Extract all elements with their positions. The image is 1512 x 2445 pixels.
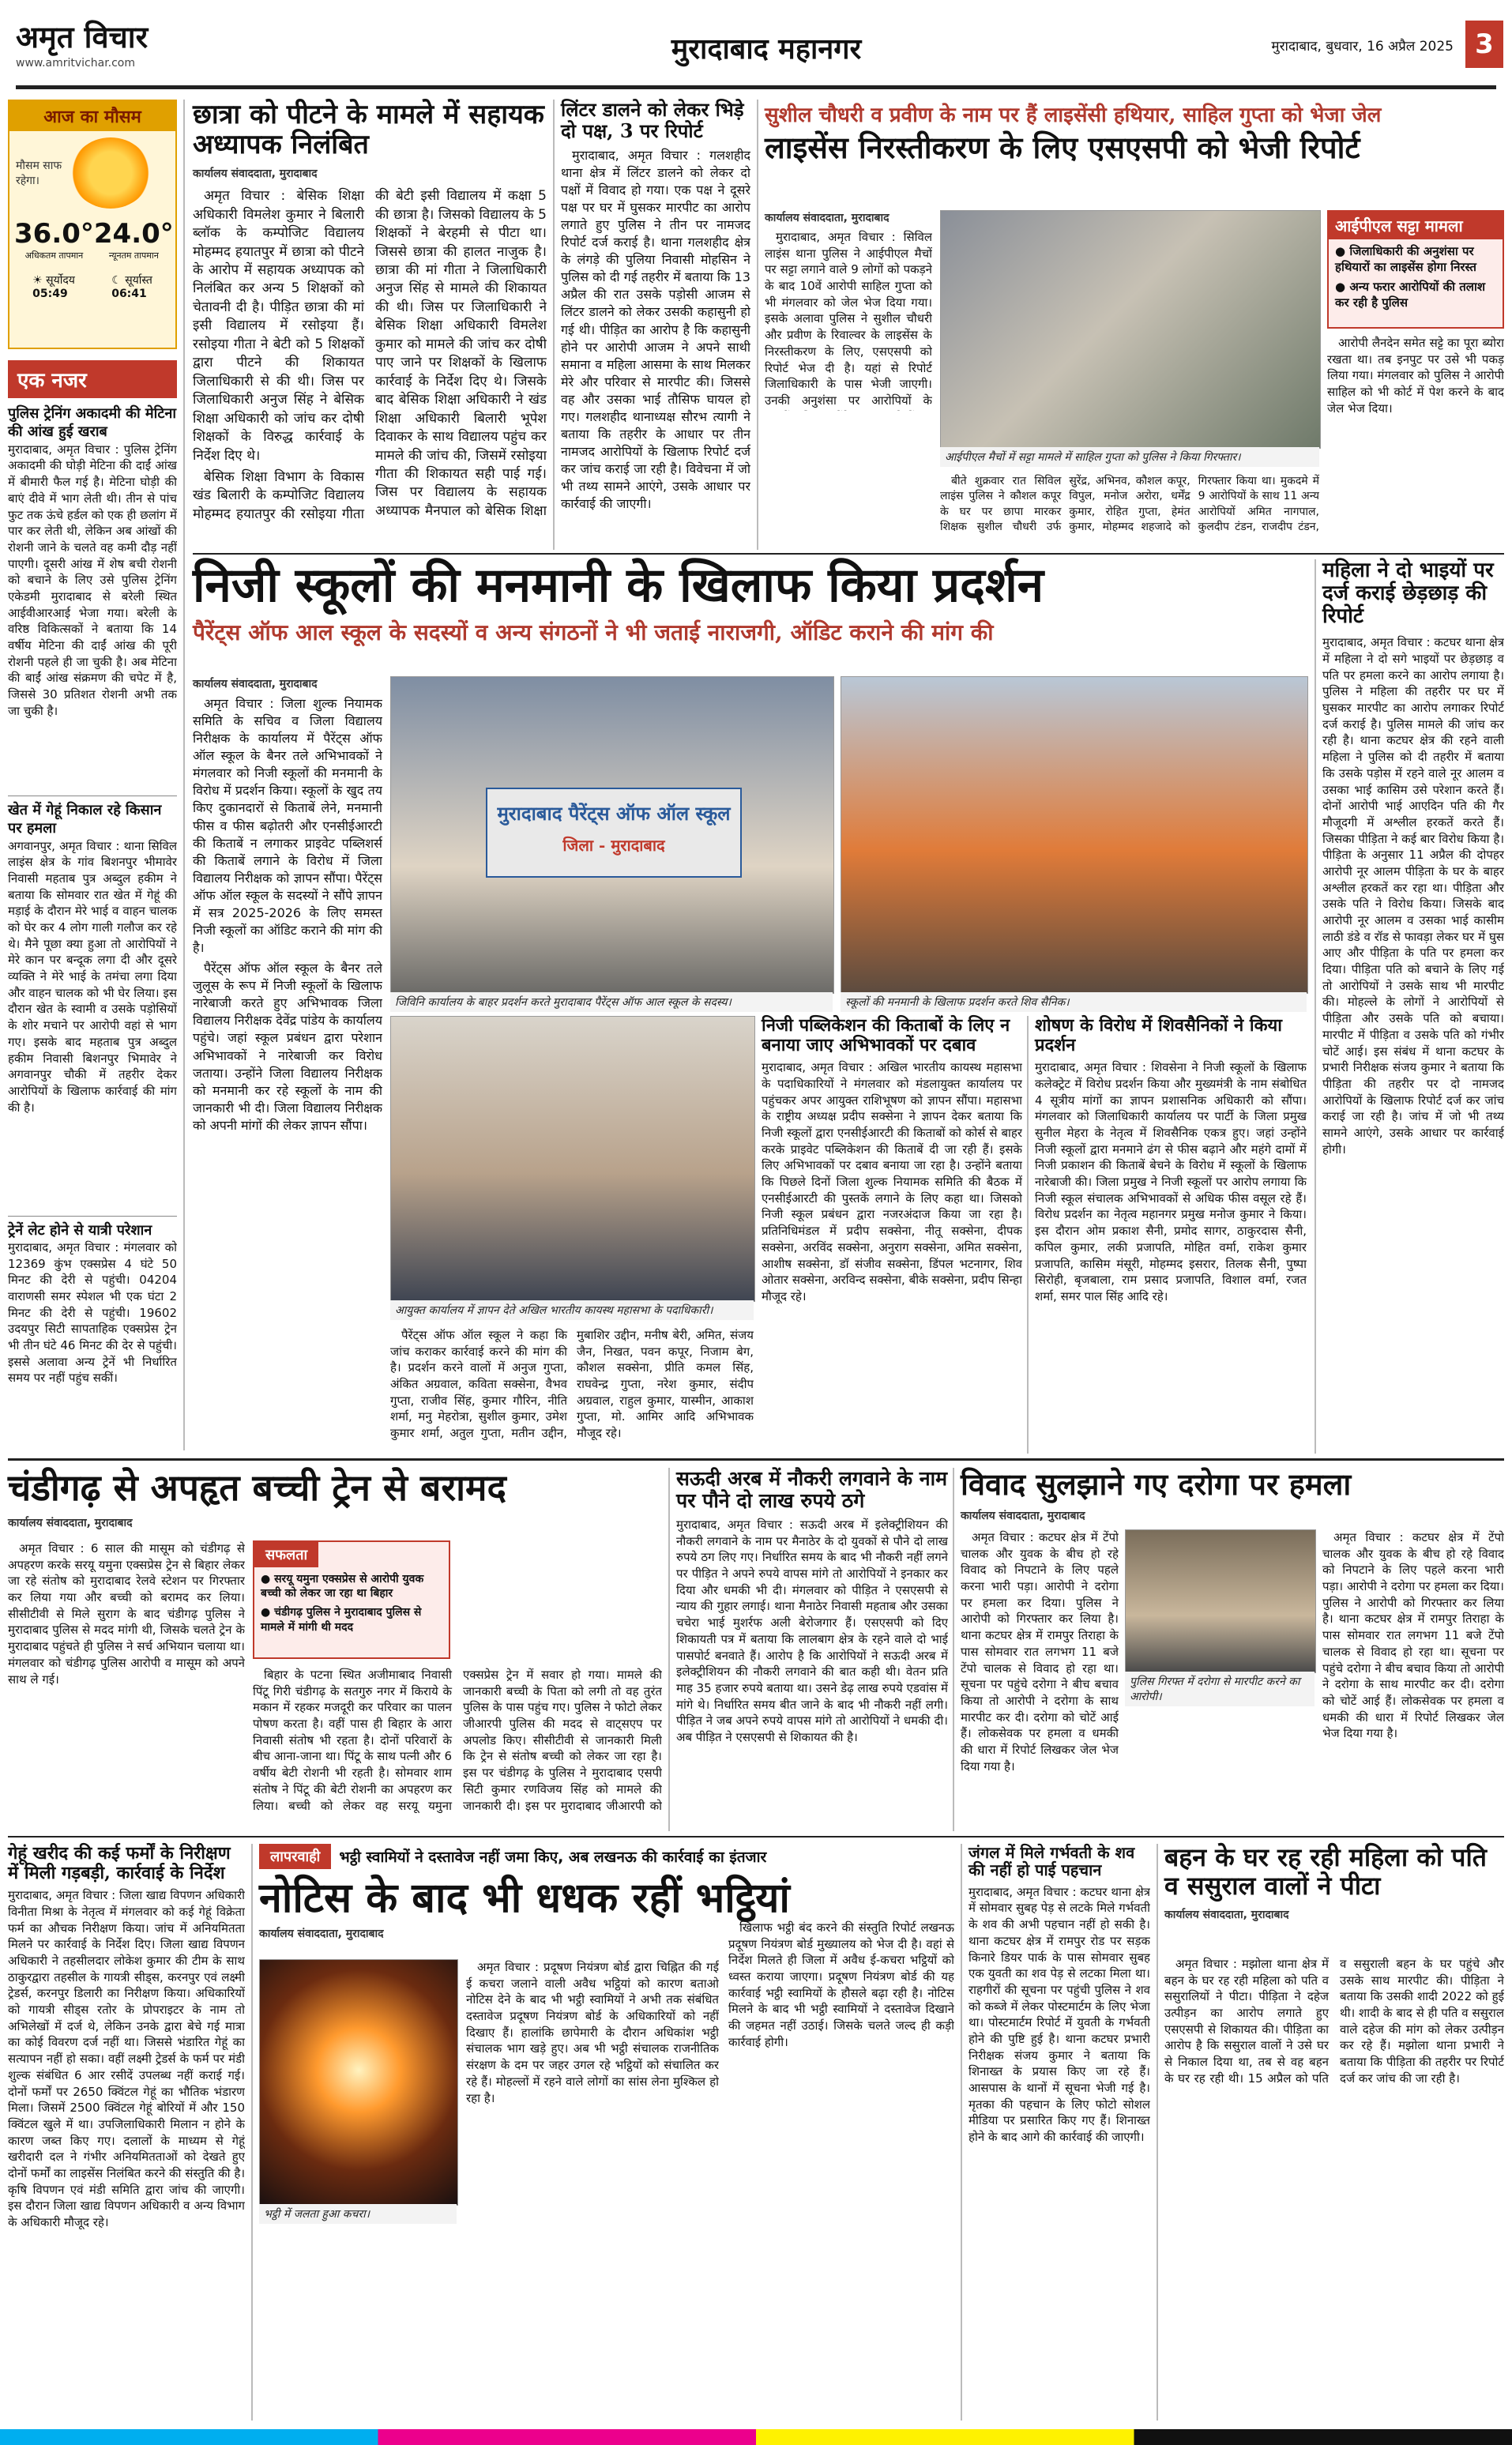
sunrise-label: सूर्योदय — [46, 274, 75, 287]
sun-icon — [71, 137, 150, 209]
story-suspension — [193, 100, 547, 550]
success-bullet-text: चंडीगढ़ पुलिस ने मुरादाबाद पुलिस से मामले में मांगी थी मदद — [261, 1606, 422, 1634]
max-temp-label: अधिकतम तापमान — [24, 250, 84, 261]
story-kicker: सुशील चौधरी व प्रवीण के नाम पर हैं लाइसेंसी हथियार, साहिल गुप्ता को भेजा जेल — [765, 103, 1382, 127]
story-daroga — [961, 1468, 1504, 1523]
column-divider — [251, 1844, 253, 2421]
lead-body — [390, 1327, 754, 1454]
dateline: मुरादाबाद, बुधवार, 16 अप्रैल 2025 — [1271, 39, 1454, 55]
story-byline: कार्यालय संवाददाता, मुरादाबाद — [8, 1516, 133, 1529]
story-headline: जंगल में मिले गर्भवती के शव की नहीं हो पाई पहचान — [969, 1843, 1135, 1880]
success-bullet: ● चंडीगढ़ पुलिस ने मुरादाबाद पुलिस से मामले में मांगी थी मदद — [261, 1606, 422, 1634]
story-body — [765, 229, 932, 411]
story-paragraph: बेसिक शिक्षा विभाग के विकास खंड बिलारी के कम्पोजिट विद्यालय मोहम्मद हयातपुर की रसोइया गीता की बेटी इसी विद्यालय में कक्षा 5 की छात्रा है। जिसको विद्यालय के 5 शिक्षकों ने बेरहमी से पीटा था। जिससे छात्रा की हालत नाजुक है। छात्रा की मां गीता ने जिलाधिकारी अनुज सिंह से मामले की शिकायत की थी। जिस पर जिलाधिकारी ने बेसिक शिक्षा अधिकारी विमलेश कुमार को मामले की जांच कर दोषी पाए जाने पर शिक्षकों के खिलाफ कार्रवाई के निर्देश दिए थे। जिसके बाद बेसिक शिक्षा अधिकारी ने खंड शिक्षा अधिकारी बिलारी भूपेश दिवाकर के साथ विद्यालय पहुंच कर मामले की जांच की, जिसमें रसोइया गीता की शिकायत सही पाई गई। जिस पर विद्यालय के सहायक अध्यापक मैनपाल को बेसिक शिक्षा — [193, 188, 547, 522]
sunrise-icon: ☀ — [32, 274, 43, 287]
story-paragraph: अमृत विचार : 6 साल की मासूम को चंडीगढ़ से अपहरण करके सरयू यमुना एक्सप्रेस ट्रेन से बिहार लेकर जा रहे संतोष को मुरादाबाद रेलवे स्टेशन पर गिरफ्तार कर लिया गया और बच्ची को बरामद कर लिया। सीसीटीवी से मिले सुराग के बाद चंडीगढ़ पुलिस ने मुरादाबाद पुलिस से मदद मांगी थी, जिसके चलते ट्रेन के मुरादाबाद पहुंचते ही पुलिस ने सर्च अभियान चलाया था। मंगलवार को चंडीगढ़ पुलिस आरोपी व मासूम को अपने साथ ले गई। — [8, 1541, 245, 1687]
weather-title: आज का मौसम — [9, 101, 175, 131]
story-kicker: भट्ठी स्वामियों ने दस्तावेज नहीं जमा किए, अब लखनऊ की कार्रवाई का इंतजार — [339, 1849, 767, 1866]
story-shivsena — [1035, 1016, 1307, 1454]
story-linter — [561, 100, 750, 550]
sunset-time: 06:41 — [111, 288, 147, 300]
ek-nazar-text: मुरादाबाद, अमृत विचार : पुलिस ट्रेनिंग अकादमी की घोड़ी मेटिना की दाईं आंख में बीमारी फैल गई है। मेटिना घोड़ी की बाएं दीवे में भाग लेती थी। तीन से पांच फुट तक ऊंचे हर्डल को एक ही छलांग में पार कर लेती थी, लेकिन अब आंखों की रोशनी जाने के चलते वह कमी दौड़ नहीं पाएगी। दूसरी आंख में शेष बची रोशनी को बचाने के लिए उसे पुलिस ट्रेनिंग एकेडमी मुरादाबाद से बरेली स्थित आईवीआरआई भेजा गया। बरेली के वरिष्ठ विकित्सकों ने बताया कि 14 वर्षीय मेटिना की दाईं आंख की पूरी रोशनी पहले ही जा चुकी है। अब मेटिना की बाईं आंख संक्रमण की चपेट में है, जिससे 30 प्रतिशत रोशनी अभी तक जा चुकी है। — [8, 442, 177, 718]
success-box-title: सफलता — [254, 1542, 318, 1567]
story-headline: गेहूं खरीद की कई फर्मों के निरीक्षण में मिली गड़बड़ी, कार्रवाई के निर्देश — [8, 1843, 231, 1883]
story-body — [728, 1920, 954, 2417]
ipl-bullet-text: जिलाधिकारी की अनुशंसा पर हथियारों का लाइसेंस होगा निरस्त — [1335, 244, 1476, 274]
story-paragraph: अमृत विचार : कटघर क्षेत्र में टेंपो चालक और युवक के बीच हो रहे विवाद को निपटाने के लिए पहले करना भारी पड़ा। आरोपी ने दरोगा पर हमला कर दिया। पुलिस ने आरोपी को गिरफ्तार कर लिया है। थाना कटघर क्षेत्र में रामपुर तिराहा के पास सोमवार रात लगभग 11 बजे टेंपो चालक से विवाद हो रहा था। सूचना पर पहुंचे दरोगा ने बीच बचाव किया तो आरोपी ने दरोगा के साथ मारपीट कर दी। दरोगा को चोटें आई हैं। लोकसेवक पर हमला व धमकी की धारा में रिपोर्ट लिखकर जेल भेज दिया गया है। — [961, 1530, 1119, 1774]
license-story-photo — [940, 210, 1321, 449]
lead-body — [193, 695, 382, 1454]
lead-paragraph: अमृत विचार : जिला शुल्क नियामक समिति के सचिव व जिला विद्यालय निरीक्षक के कार्यालय में पैरेंट्स ऑफ ऑल स्कूल के बैनर तले अभिभावकों ने मंगलवार को निजी स्कूलों की मनमानी के विरोध में प्रदर्शन किया। स्कूलों के खुद तय किए दुकानदारों से किताबें लेने, मनमानी फीस व फीस बढ़ोतरी और एनसीईआरटी की किताबें न लगाकर प्राइवेट पब्लिशर्स की किताबें लगाने के विरोध में जिला विद्यालय निरीक्षक को ज्ञापन सौंपा। पैरेंट्स ऑफ ऑल स्कूल के सदस्यों ने सौंपे ज्ञापन में सत्र 2025-2026 के लिए समस्त निजी स्कूलों का ऑडिट कराने की मांग की है। — [193, 696, 382, 956]
banner-text: मुरादाबाद पैरेंट्स ऑफ ऑल स्कूल — [497, 802, 731, 825]
weather-condition: मौसम साफ रहेगा। — [16, 160, 62, 187]
story-body: मुरादाबाद, अमृत विचार : सऊदी अरब में इलेक्ट्रीशियन की नौकरी लगवाने के नाम पर मैनाठेर के दो युवकों से पौने दो लाख रुपये ठग लिए गए। निर्धारित समय के बाद भी नौकरी नहीं लगने पर पीड़ित ने अपने रुपये वापस मांगे तो आरोपियों ने इनकार कर दिया और धमकी भी दी। मंगलवार को पीड़ित ने एसएसपी से न्याय की गुहार लगाई। थाना मैनाठेर निवासी महताब और उसका चचेरा भाई मुशर्रफ अली बेरोजगार हैं। एसएसपी को दिए शिकायती पत्र में बताया कि लालबाग क्षेत्र के रहने वाले दो भाई पासपोर्ट बनवाते हैं। आरोप है कि आरोपियों ने सऊदी अरब में इलेक्ट्रीशियन की नौकरी लगवाने की बात कही थी। वेतन प्रति माह 35 हजार रुपये बताया था। उसने डेढ़ लाख रुपये एडवांस में मांगे थे। निर्धारित समय बीत जाने के बाद भी नौकरी नहीं लगी। पीड़ित ने जब अपने रुपये वापस मांगे तो आरोपियों ने धमकी दी। अब पीड़ित ने एसएसपी से शिकायत की है। — [676, 1518, 948, 1744]
min-temp: 24.0° — [93, 218, 174, 250]
ek-nazar-headline: पुलिस ट्रेनिंग अकादमी की मेटिना की आंख हुई खराब — [8, 405, 177, 441]
daroga-photo — [1125, 1529, 1316, 1673]
banner-sub: जिला - मुरादाबाद — [562, 836, 665, 855]
masthead-logo-block — [16, 16, 213, 79]
photo-caption: भट्ठी में जलता हुआ कचरा। — [259, 2204, 457, 2224]
ek-nazar-item — [8, 796, 177, 1209]
section-rule — [193, 553, 1504, 555]
ek-nazar-title: एक नजर — [8, 360, 177, 398]
ek-nazar-item — [8, 1216, 177, 1405]
masthead-logo: अमृत विचार — [16, 19, 149, 55]
story-paragraph: अमृत विचार : प्रदूषण नियंत्रण बोर्ड द्वारा चिह्नित की गई ई कचरा जलाने वाली अवैध भट्ठियां को कारण बताओ नोटिस देने के बाद भी भट्ठी स्वामियों ने अभी तक संबंधित दस्तावेज प्रदूषण नियंत्रण बोर्ड के अधिकारियों को नहीं दिखाए हैं। हालांकि छापेमारी के दौरान अधिकांश भट्ठी संचालक भाग खड़े हुए। अब भी भट्ठी संचालक राजनीतिक संरक्षण के दम पर जहर उगल रहे भट्ठियों को संचालित कर रहे हैं। मोहल्लों में रहने वाले लोगों का सांस लेना मुश्किल हो रहा है। — [466, 1960, 719, 2105]
sunrise-time: 05:49 — [32, 288, 68, 300]
ipl-box-bullet: ● जिलाधिकारी की अनुशंसा पर हथियारों का लाइसेंस होगा निरस्त — [1335, 244, 1476, 274]
story-gehun — [8, 1844, 245, 2421]
sunset-icon: ☾ — [111, 274, 122, 287]
story-paragraph: आरोपी लैनदेन समेत सट्टे का पूरा ब्योरा रखता था। तब इनपुट पर उसे भी पकड़ लिया गया। मंगलवार को पुलिस ने आरोपी साहिल को भी कोर्ट में पेश करने के बाद जेल भेज दिया। — [1327, 336, 1504, 416]
story-paragraph: खिलाफ भट्ठी बंद करने की संस्तुति रिपोर्ट लखनऊ प्रदूषण नियंत्रण बोर्ड मुख्यालय को भेज दी है। वहां से निर्देश मिलते ही जिला में अवैध ई-कचरा भट्ठियों को ध्वस्त कराया जाएगा। प्रदूषण नियंत्रण बोर्ड की यह कार्रवाई भट्ठी स्वामियों के हौसले बढ़ा रही है। नोटिस मिलने के बाद भी भट्ठी स्वामियों ने दस्तावेज दिखाने की जहमत नहीं उठाई। जिसके चलते जल्द ही कड़ी कार्रवाई होगी। — [728, 1920, 954, 2049]
story-body — [1327, 335, 1504, 545]
bhatti-badge: लापरवाही — [259, 1844, 331, 1869]
column-divider — [757, 100, 758, 550]
weather-box — [8, 100, 177, 349]
story-headline: नोटिस के बाद भी धधक रहीं भट्ठियां — [259, 1874, 790, 1922]
story-body: मुरादाबाद, अमृत विचार : कटघर थाना क्षेत्र में सोमवार सुबह पेड़ से लटके मिले गर्भवती के शव की अभी पहचान नहीं हो सकी है। थाना कटघर क्षेत्र में रामपुर रोड पर सड़क किनारे डियर पार्क के पास सोमवार सुबह एक युवती का शव पेड़ से लटका मिला था। राहगीरों की सूचना पर पहुंची पुलिस ने शव को कब्जे में लेकर पोस्टमार्टम के लिए भेजा था। पोस्टमार्टम रिपोर्ट में युवती के गर्भवती होने की पुष्टि हुई है। थाना कटघर प्रभारी निरीक्षक संजय कुमार ने बताया कि शिनाख्त के प्रयास किए जा रहे हैं। आसपास के थानों में सूचना भेजी गई है। मृतका की पहचान के लिए फोटो सोशल मीडिया पर प्रसारित किए गए हैं। शिनाख्त होने के बाद आगे की कार्रवाई की जाएगी। — [969, 1884, 1150, 2145]
ek-nazar-headline: ट्रेनें लेट होने से यात्री परेशान — [8, 1221, 152, 1239]
story-headline: चंडीगढ़ से अपहृत बच्ची ट्रेन से बरामद — [8, 1466, 506, 1509]
ek-nazar-text: मुरादाबाद, अमृत विचार : मंगलवार को 12369 कुंभ एक्सप्रेस 4 घंटे 50 मिनट की देरी से पहुंची। 04204 वाराणसी समर स्पेशल भी एक घंटा 2 मिनट की देरी से पहुंची। 19602 उदयपुर सिटी सापताहिक एक्सप्रेस ट्रेन भी तीन घंटे 46 मिनट की देर से पहुंची। इससे अलावा अन्य ट्रेनें भी निर्धारित समय पर नहीं पहुंच सकीं। — [8, 1239, 177, 1386]
photo-caption: आईपीएल मैचों में सट्टा मामले में साहिल गुप्ता को पुलिस ने किया गिरफ्तार। — [940, 447, 1319, 467]
print-registration-strip — [0, 2429, 1512, 2445]
ipl-box-bullet: ● अन्य फरार आरोपियों की तलाश कर रही है पुलिस — [1335, 280, 1486, 310]
max-temp: 36.0° — [14, 218, 94, 250]
story-kayastha — [762, 1016, 1022, 1454]
story-body: मुरादाबाद, अमृत विचार : कटघर थाना क्षेत्र में महिला ने दो सगे भाइयों पर छेड़छाड़ व पति पर हमला करने का आरोप लगाया है। पुलिस ने महिला की तहरीर पर घर में घुसकर मारपीट का आरोप लगाकर रिपोर्ट दर्ज कराई है। पुलिस मामले की जांच कर रही है। थाना कटघर क्षेत्र की रहने वाली महिला ने पुलिस को दी तहरीर में बताया कि उसके पड़ोस में रहने वाले नूर आलम व उसका भाई कासिम उसे परेशान करते हैं। दोनों आरोपी भाई आएदिन पति की गैर मौजूदगी में अश्लील हरकतें करते हैं। जिसका पीड़िता ने कई बार विरोध किया है। पीड़िता के अनुसार 11 अप्रैल की दोपहर आरोपी नूर आलम पीड़िता के घर के बाहर अश्लील हरकतें कर रहा था। पीड़िता और उसके पति ने विरोध किया। जिसके बाद आरोपी नूर आलम व उसका भाई कासीम लाठी डंडे व रॉड से फावड़ा लेकर घर में घुस आए और पीड़िता के पति पर हमला कर दिया। पीड़िता पति को बचाने के लिए गई तो आरोपियों ने उसके साथ भी मारपीट की। मोहल्ले के लोगों ने आरोपियों से पीड़िता और उसके पति को बचाया। मारपीट में पीड़िता व उसके पति को गंभीर चोटें आई। इस संबंध में थाना कटघर के प्रभारी निरीक्षक संजय कुमार ने बताया कि पीड़िता की तहरीर पर दो नामजद आरोपियों के खिलाफ रिपोर्ट दर्ज कर जांच कराई जा रही है। जांच में जो भी तथ्य सामने आएंगे, उसके आधार पर कार्रवाई होगी। — [1322, 635, 1504, 1157]
story-headline: विवाद सुलझाने गए दरोगा पर हमला — [961, 1466, 1352, 1502]
column-divider — [1315, 559, 1316, 1454]
column-divider — [953, 1468, 954, 1831]
story-body — [253, 1667, 662, 1825]
success-bullet-text: सरयू यमुना एक्सप्रेस से आरोपी युवक बच्ची को लेकर जा रहा था बिहार — [261, 1573, 424, 1601]
story-body — [193, 187, 547, 527]
masthead-url: www.amritvichar.com — [16, 57, 136, 70]
story-paragraph: अमृत विचार : बेसिक शिक्षा अधिकारी विमलेश कुमार ने बिलारी ब्लॉक के कम्पोजिट विद्यालय मोहम्मद हयातपुर में छात्रा को पीटने के आरोप में सहायक अध्यापक को निलंबित कर अन्य 5 शिक्षकों को चेतावनी दी है। पीड़ित छात्रा की मां इसी विद्यालय में रसोइया हैं। रसोइया गीता ने बेटी को 5 शिक्षकों द्वारा पीटने की शिकायत जिलाधिकारी से की थी। जिस पर जिलाधिकारी अनुज सिंह ने बेसिक शिक्षा अधिकारी को जांच कर दोषी शिक्षकों के विरुद्ध कार्रवाई के निर्देश दिए थे। — [193, 188, 364, 464]
story-paragraph-continued: अमृत विचार : कटघर क्षेत्र में टेंपो चालक और युवक के बीच हो रहे विवाद को निपटाने के लिए पहले करना भारी पड़ा। आरोपी ने दरोगा पर हमला कर दिया। पुलिस ने आरोपी को गिरफ्तार कर लिया है। थाना कटघर क्षेत्र में रामपुर तिराहा के पास सोमवार रात लगभग 11 बजे टेंपो चालक से विवाद हो रहा था। सूचना पर पहुंचे दरोगा ने बीच बचाव किया तो आरोपी ने दरोगा के साथ मारपीट कर दी। दरोगा को चोटें आई हैं। लोकसेवक पर हमला व धमकी की धारा में रिपोर्ट लिखकर जेल भेज दिया गया है। — [1322, 1530, 1504, 1741]
ek-nazar-item — [8, 404, 177, 789]
column-divider — [961, 1844, 962, 2421]
column-divider — [183, 100, 185, 1450]
section-rule — [8, 1836, 1504, 1838]
lead-photo-shivsena — [841, 676, 1308, 994]
lead-photo-kayastha — [390, 1016, 755, 1302]
story-body — [940, 474, 1319, 548]
lead-byline: कार्यालय संवाददाता, मुरादाबाद — [193, 678, 318, 690]
story-byline: कार्यालय संवाददाता, मुरादाबाद — [259, 1928, 384, 1941]
photo-caption: आयुक्त कार्यालय में ज्ञापन देते अखिल भारतीय कायस्थ महासभा के पदाधिकारी। — [390, 1300, 754, 1320]
bhatti-photo — [259, 1959, 458, 2206]
column-divider — [553, 100, 555, 550]
story-body — [961, 1529, 1119, 1830]
story-body — [561, 147, 750, 518]
story-paragraph: अमृत विचार : मझोला थाना क्षेत्र में बहन के घर रह रही महिला को पति व ससुरालियों ने पीटा। पीड़िता ने दहेज उत्पीड़न का आरोप लगाते हुए एसएसपी से शिकायत की। पीड़िता का आरोप है कि ससुराल वालों ने उसे घर से निकाल दिया था, तब से वह बहन के घर रह रही थी। 15 अप्रैल को पति व ससुराली बहन के घर पहुंचे और उसके साथ मारपीट की। पीड़िता ने बताया कि उसकी शादी 2022 को हुई थी। शादी के बाद से ही पति व ससुराल वाले दहेज की मांग को लेकर उत्पीड़न कर रहे हैं। मझोला थाना प्रभारी ने बताया कि पीड़िता की तहरीर पर रिपोर्ट दर्ज कर जांच की जा रही है। — [1164, 1957, 1504, 2086]
story-byline: कार्यालय संवाददाता, मुरादाबाद — [193, 167, 318, 181]
lead-paragraph: पैरेंट्स ऑफ ऑल स्कूल के बैनर तले जुलूस के रूप में निजी स्कूलों के खिलाफ नारेबाजी करते हुए अभिभावक जिला विद्यालय निरीक्षक देवेंद्र पांडेय के कार्यालय पहुंचे। जहां स्कूल प्रबंधन द्वारा परेशान अभिभावकों ने नारेबाजी कर विरोध जताया। उन्होंने जिला विद्यालय निरीक्षक को मनमानी कर रहे स्कूलों के नाम की जानकारी भी दी। जिला विद्यालय निरीक्षक को अपनी मांगों की लेकर ज्ञापन सौंपा। — [193, 961, 382, 1133]
story-molestation — [1322, 559, 1504, 1454]
success-box — [253, 1540, 450, 1659]
story-byline: कार्यालय संवाददाता, मुरादाबाद — [1164, 1908, 1289, 1921]
story-headline: लिंटर डालने को लेकर भिड़े दो पक्ष, 3 पर रिपोर्ट — [561, 98, 744, 142]
story-body — [1322, 1529, 1504, 1830]
story-byline: कार्यालय संवाददाता, मुरादाबाद — [961, 1509, 1085, 1522]
story-headline: बहन के घर रह रही महिला को पति व ससुराल वालों ने पीटा — [1164, 1842, 1488, 1901]
column-divider — [668, 1468, 670, 1831]
story-headline: लाइसेंस निरस्तीकरण के लिए एसएसपी को भेजी रिपोर्ट — [765, 130, 1360, 165]
story-bahan — [1164, 1844, 1504, 1922]
lead-story — [193, 559, 1315, 647]
story-paragraph: बीते शुक्रवार रात सिविल लाइंस पुलिस ने कौशल कपूर के घर पर छापा मारकर शिक्षक सुशील चौधरी उर्फ सुरेंद्र, अभिनव, कौशल कपूर, विपुल, मनोज अरोरा, धर्मेंद्र कुमार, रोहित गुप्ता, हेमंत कुमार, मोहम्मद शहजादे को गिरफ्तार किया था। मुकदमे में 9 आरोपियों के साथ 11 अन्य आरोपियों अमित नागपाल, कुलदीप टंडन, राजदीप टंडन, — [940, 475, 1319, 533]
story-paragraph: मुरादाबाद, अमृत विचार : सिविल लाइंस थाना पुलिस ने आईपीएल मैचों पर सट्टा लगाने वाले 9 लोगों को पकड़ने के बाद 10वें आरोपी साहिल गुप्ता को भी मंगलवार को जेल भेज दिया गया। इसके अलावा पुलिस ने सुशील चौधरी और प्रवीण के रिवाल्वर के लाइसेंस के निरस्तीकरण के लिए, एसएसपी को रिपोर्ट भेज दी है। यहां से रिपोर्ट जिलाधिकारी के पास भेजी जाएगी। उनकी अनुशंसा पर आरोपियों के — [765, 230, 932, 408]
lead-headline: निजी स्कूलों की मनमानी के खिलाफ किया प्रदर्शन — [193, 558, 1044, 613]
story-headline: सऊदी अरब में नौकरी लगवाने के नाम पर पौने दो लाख रुपये ठगे — [676, 1467, 948, 1512]
story-chandigarh — [8, 1468, 662, 1530]
story-body: मुरादाबाद, अमृत विचार : जिला खाद्य विपणन अधिकारी विनीता मिश्रा के नेतृत्व में मंगलवार को कई गेहूं विक्रेता फर्म का औचक निरीक्षण किया। जांच में अनियमितता मिलने पर कार्रवाई के निर्देश दिए। जिला खाद्य विपणन अधिकारी ने तहसीलदार लोकेश कुमार की टीम के साथ ठाकुरद्वारा तहसील के गायत्री सीड्स, करनपुर एवं लक्ष्मी ट्रेडर्स, करनपुर डिलारी का निरीक्षण किया। अधिकारियों को गायत्री सीड्स रतोर के प्रोपराइटर के नाम तो अभिलेखों में दर्ज थे, लेकिन उनके द्वारा बेचे गई मात्रा का कोई विवरण दर्ज नहीं था। जिससे भंडारित गेहूं का सत्यापन नहीं हो सका। वहीं लक्ष्मी ट्रेडर्स के फर्म पर मंडी शुल्क संबंधित 6 आर रसीदें उपलब्ध नहीं कराई गई। दोनों फर्मों पर 2650 क्विंटल गेहूं का भौतिक भंडारण मिला। जिसमें 2500 क्विंटल गेहूं बोरियों में और 150 क्विंटल खुले में था। उपजिलाधिकारी मिलान न होने के कारण जब्त किए गए। दलालों के माध्यम से गेहूं खरीदारी दल ने गंभीर अनियमितताओं को देखते हुए दोनों फर्मों का लाइसेंस निलंबित करने की संस्तुति की है। कृषि विपणन एवं मंडी समिति द्वारा जांच की जाएगी। इस दौरान जिला खाद्य विपणन अधिकारी व अन्य विभाग के अधिकारी मौजूद रहे। — [8, 1888, 245, 2229]
photo-caption: पुलिस गिरफ्त में दरोगा से मारपीट करने का आरोपी। — [1125, 1672, 1315, 1706]
story-byline: कार्यालय संवाददाता, मुरादाबाद — [765, 212, 890, 224]
ek-nazar-headline: खेत में गेहूं निकाल रहे किसान पर हमला — [8, 801, 162, 837]
ipl-box — [1327, 210, 1504, 329]
photo-caption: स्कूलों की मनमानी के खिलाफ प्रदर्शन करते शिव सैनिक। — [841, 992, 1307, 1012]
ipl-bullet-text: अन्य फरार आरोपियों की तलाश कर रही है पुलिस — [1335, 280, 1486, 310]
ek-nazar-text: अगवानपुर, अमृत विचार : थाना सिविल लाइंस क्षेत्र के गांव बिशनपुर भीमावेर निवासी महताब पुत्र अब्दुल हकीम ने बताया कि सोमवार रात खेत में गेहूं की मड़ाई के दौरान मेरे भाई व वाहन चालक को घेर कर 4 लोग गाली गलौज कर रहे थे। मैने पूछा क्या हुआ तो आरोपियों ने मेरे कान पर बन्दूक लगा दी और दूसरे व्यक्ति ने मेरे भाई के तमंचा लगा दिया और वाहन चालक को भी घेर लिया। इस दौरान खेत के स्वामी व उसके पड़ोसियों के शोर मचाने पर आरोपी वहां से भाग गए। इसके बाद महताब पुत्र अब्दुल हकीम निवासी बिशनपुर भिमावेर ने अगवानपुर चौकी में तहरीर देकर आरोपियों के खिलाफ कार्रवाई की मांग की है। — [8, 838, 177, 1115]
ipl-box-title: आईपीएल सट्टा मामला — [1329, 212, 1503, 239]
story-body — [1164, 1956, 1504, 2419]
page-number: 3 — [1465, 21, 1503, 68]
story-saudi — [676, 1468, 948, 1831]
lead-paragraph: पैरेंट्स ऑफ ऑल स्कूल ने कहा कि जांच कराकर कार्रवाई करने की मांग की है। प्रदर्शन करने वालों में अनुज गुप्ता, अंकित अग्रवाल, कविता सक्सेना, वैभव गुप्ता, राजीव सिंह, कुमार गौरिन, नीति शर्मा, मनु मेहरोत्रा, सुशील कुमार, उमेश कुमार शर्मा, अतुल गुप्ता, मतीन उद्दीन, मुबाशिर उद्दीन, मनीष बेरी, अमित, संजय जैन, निखत, पवन कपूर, निजाम बेग, कौशल सक्सेना, प्रीति कमल सिंह, राघवेन्द्र गुप्ता, नरेश कुमार, संदीप अग्रवाल, राहुल कुमार, यास्मीन, आकाश गुप्ता, मो. आमिर आदि अभिभावक मौजूद रहे। — [390, 1328, 754, 1441]
min-temp-label: न्यूनतम तापमान — [108, 250, 159, 261]
story-shav — [969, 1844, 1150, 2421]
story-body: मुरादाबाद, अमृत विचार : शिवसेना ने निजी स्कूलों के खिलाफ कलेक्ट्रेट में विरोध प्रदर्शन किया और मुख्यमंत्री के नाम संबोधित 4 सूत्रीय मांगों का ज्ञापन प्रशासनिक अधिकारी को सौंपा। मंगलवार को जिलाधिकारी कार्यालय पर पार्टी के जिला प्रमुख सुनील मेहरा के नेतृत्व में शिवसैनिक एकत्र हुए। जहां उन्होंने निजी स्कूलों द्वारा मनमाने ढंग से फीस बढ़ाने और महंगे दामों में निजी प्रकाशन की किताबें बेचने के विरोध में स्कूलों के खिलाफ नारेबाजी की। जिला प्रमुख ने निजी स्कूलों पर आरोप लगाया कि निजी स्कूल संचालक अभिभावकों से अधिक फीस वसूल रहे हैं। विरोध प्रदर्शन का नेतृत्व महानगर प्रमुख मनोज कुमार ने किया। इस दौरान ओम प्रकाश सैनी, प्रमोद सागर, ठाकुरदास सैनी, कपिल कुमार, लकी प्रजापति, मोहित वर्मा, राकेश कुमार प्रजापति, कासिम मंसूरी, मोहम्मद इसरार, तिलक सैनी, पुष्पा सिरोही, बृजबाला, राम प्रसाद प्रजापति, विशाल वर्मा, रजत शर्मा, समर पाल सिंह आदि रहे। — [1035, 1060, 1307, 1303]
story-headline: निजी पब्लिकेशन की किताबों के लिए न बनाया जाए अभिभावकों पर दबाव — [762, 1015, 1010, 1055]
story-headline: छात्रा को पीटने के मामले में सहायक अध्यापक निलंबित — [193, 99, 544, 161]
story-body: मुरादाबाद, अमृत विचार : अखिल भारतीय कायस्थ महासभा के पदाधिकारियों ने मंगलवार को मंडलायुक्त कार्यालय पर पहुंचकर अपर आयुक्त राशिभूषण को ज्ञापन सौंपा। महासभा के राष्ट्रीय अध्यक्ष प्रदीप सक्सेना ने ज्ञापन देकर बताया कि निजी स्कूलों द्वारा एनसीईआरटी की किताबों को कोर्स से बाहर करके प्राइवेट पब्लिकेशन की किताबें दी जा रही हैं। इसके लिए अभिभावकों पर दबाव बनाया जा रहा है। उन्होंने बताया कि पिछले दिनों जिला शुल्क नियामक समिति की बैठक में एनसीईआरटी की पुस्तकें लगाने के लिए कहा था। जिसको निजी स्कूल प्रबंधन द्वारा नजरअंदाज किया जा रहा है। प्रतिनिधिमंडल में प्रदीप सक्सेना, नीतू सक्सेना, दीपक सक्सेना, अरविंद सक्सेना, अनुराग सक्सेना, अमित सक्सेना, आशीष सक्सेना, डॉ संजीव सक्सेना, डिंपल भटनागर, शिव ओतार सक्सेना, अरविन्द सक्सेना, बीके सक्सेना, प्रदीप सिन्हा मौजूद रहे। — [762, 1060, 1022, 1303]
lead-photo-parents — [390, 676, 834, 994]
section-title: मुरादाबाद महानगर — [671, 32, 862, 66]
success-bullet: ● सरयू यमुना एक्सप्रेस से आरोपी युवक बच्ची को लेकर जा रहा था बिहार — [261, 1573, 424, 1601]
ek-nazar-column — [8, 360, 177, 1427]
story-headline: शोषण के विरोध में शिवसैनिकों ने किया प्रदर्शन — [1035, 1015, 1282, 1055]
column-divider — [1157, 1844, 1158, 2421]
photo-caption: जिविनि कार्यालय के बाहर प्रदर्शन करते मुरादाबाद पैरेंट्स ऑफ आल स्कूल के सदस्य। — [390, 992, 833, 1012]
story-paragraph: मुरादाबाद, अमृत विचार : गलशहीद थाना क्षेत्र में लिंटर डालने को लेकर दो पक्षों में विवाद हो गया। एक पक्ष ने दूसरे पक्ष पर घर में घुसकर मारपीट का आरोप लगाते हुए पुलिस ने तीन पर नामजद रिपोर्ट दर्ज कराई है। थाना गलशहीद क्षेत्र के लंगड़े की पुलिया निवासी मोहसिन ने पुलिस को दी गई तहरीर में बताया कि 13 अप्रैल की रात उसके पड़ोसी आजम से लिंटर डालने को लेकर उसकी कहासुनी हो गई थी। पीड़ित का आरोप है कि कहासुनी होने पर आरोपी आजम ने अपने साथी समाना व महिला आसमा के साथ मिलकर मेरे और परिवार से मारपीट की। जिससे वह और उसका भाई तौसिफ घायल हो गए। गलशहीद थानाध्यक्ष सौरभ त्यागी ने बताया कि तहरीर के आधार पर तीन नामजद आरोपियों के खिलाफ रिपोर्ट दर्ज कर जांच कराई जा रही है। विवेचना में जो भी तथ्य सामने आएंगे, उसके आधार पर कार्रवाई की जाएगी। — [561, 147, 750, 512]
story-body — [8, 1540, 245, 1825]
section-rule — [8, 1458, 1504, 1461]
story-headline: महिला ने दो भाइयों पर दर्ज कराई छेड़छाड़ की रिपोर्ट — [1322, 559, 1494, 629]
lead-subhead: पैरेंट्स ऑफ आल स्कूल के सदस्यों व अन्य संगठनों ने भी जताई नाराजगी, ऑडिट कराने की मांग की — [193, 619, 994, 646]
story-paragraph: बिहार के पटना स्थित अजीमाबाद निवासी पिंटू गिरी चंडीगढ़ के सतगुरु नगर में किराये के मकान में रहकर मजदूरी कर परिवार का पालन पोषण करता है। वहीं पास ही बिहार के आरा निवासी संतोष भी रहता है। दोनों परिवारों के बीच आना-जाना था। पिंटू के साथ पत्नी और 6 वर्षीय बेटी रोशनी भी रहती है। सोमवार शाम संतोष ने पिंटू की बेटी रोशनी का अपहरण कर लिया। बच्ची को लेकर वह सरयू यमुना एक्सप्रेस ट्रेन में सवार हो गया। मामले की जानकारी बच्ची के पिता को लगी तो वह तुरंत पुलिस के पास पहुंच गए। पुलिस ने फोटो लेकर जीआरपी पुलिस की मदद से वाट्सएप पर अपलोड किए। सीसीटीवी से जानकारी मिली कि ट्रेन से संतोष बच्ची को लेकर जा रहा है। इस पर चंडीगढ़ के पुलिस ने मुरादाबाद एसपी सिटी कुमार रणविजय सिंह को मामले की जानकारी दी। इस पर मुरादाबाद जीआरपी को — [253, 1668, 662, 1813]
masthead-rule — [16, 85, 1496, 89]
sunset-label: सूर्यास्त — [125, 274, 152, 287]
story-body — [466, 1959, 719, 2417]
column-divider — [1027, 1016, 1029, 1454]
